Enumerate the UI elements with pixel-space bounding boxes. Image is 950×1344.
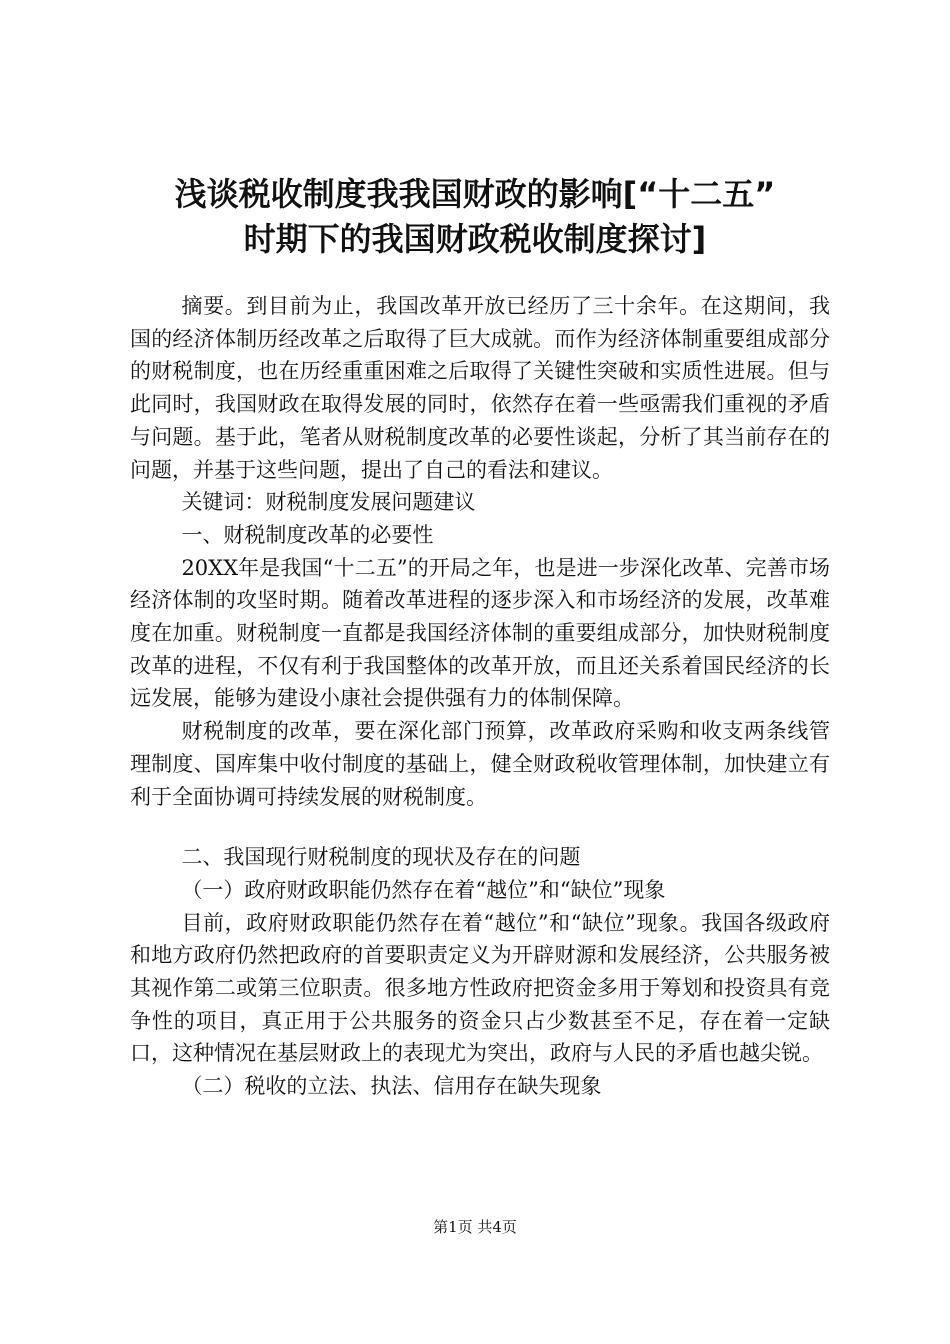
page-footer: 第1页 共4页 xyxy=(433,1218,517,1236)
document-title-line1: 浅谈税收制度我我国财政的影响[“十二五” xyxy=(174,175,776,213)
document-title-line2: 时期下的我国财政税收制度探讨] xyxy=(243,220,707,258)
document-body xyxy=(130,290,830,1103)
section-heading-2: 二、我国现行财税制度的现状及存在的问题 xyxy=(181,845,581,870)
body-paragraph: 目前，政府财政职能仍然存在着“越位”和“缺位”现象。我国各级政府和地方政府仍然把政府的首要职责定义为开辟财源和发展经济，公共服务被其视作第二或第三位职责。很多地方性政府把资金多用于筹划和投资具有竞争性的项目，真正用于公共服务的资金只占少数甚至不足，存在着一定缺口，这种情况在基层财政上的表现尤为突出，政府与人民的矛盾也越尖锐。 xyxy=(130,910,830,1066)
blank-line xyxy=(130,813,830,841)
section-heading-1: 一、财税制度改革的必要性 xyxy=(181,522,434,547)
subsection-heading-2: （二）税收的立法、执法、信用存在缺失现象 xyxy=(181,1074,602,1099)
body-paragraph: 20XX年是我国“十二五”的开局之年，也是进一步深化改革、完善市场经济体制的攻坚时期。随着改革进程的逐步深入和市场经济的发展，改革难度在加重。财税制度一直都是我国经济体制的重要组成部分，加快财税制度改革的进程，不仅有利于我国整体的改革开放，而且还关系着国民经济的长远发展，能够为建设小康社会提供强有力的体制保障。 xyxy=(130,555,830,711)
subsection-heading-1: （一）政府财政职能仍然存在着“越位”和“缺位”现象 xyxy=(181,877,666,902)
body-paragraph: 财税制度的改革，要在深化部门预算，改革政府采购和收支两条线管理制度、国库集中收付制度的基础上，健全财政税收管理体制，加快建立有利于全面协调可持续发展的财税制度。 xyxy=(130,719,830,809)
keywords-line: 关键词：财税制度发展问题建议 xyxy=(181,490,476,515)
abstract-paragraph: 摘要。到目前为止，我国改革开放已经历了三十余年。在这期间，我国的经济体制历经改革之后取得了巨大成就。而作为经济体制重要组成部分的财税制度，也在历经重重困难之后取得了关键性突破和实质性进展。但与此同时，我国财政在取得发展的同时，依然存在着一些亟需我们重视的矛盾与问题。基于此，笔者从财税制度改革的必要性谈起，分析了其当前存在的问题，并基于这些问题，提出了自己的看法和建议。 xyxy=(130,294,830,482)
